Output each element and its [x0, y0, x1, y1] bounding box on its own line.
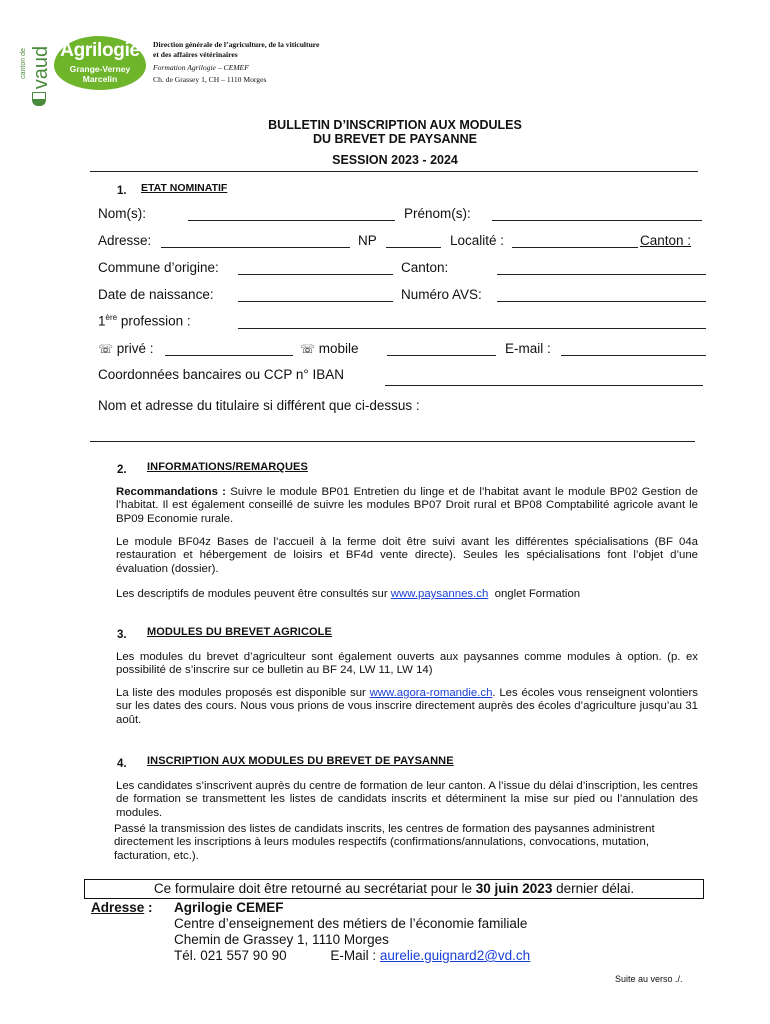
profession-label — [98, 313, 191, 329]
date-naissance-label: Date de naissance: — [98, 287, 214, 302]
section2-p2: Le module BF04z Bases de l’accueil à la ferme doit être suivi avant les différentes spécialisations (BF 04a restauration et hébergement de loisirs et BF4d vente directe). Seules les spécialisations font l’objet d’une évaluation (dossier). — [116, 536, 698, 575]
canton-label: Canton: — [401, 260, 449, 275]
session-title: SESSION 2023 - 2024 — [332, 153, 458, 167]
deadline-after: dernier délai. — [552, 881, 635, 896]
title-divider — [90, 171, 698, 172]
section2-title: INFORMATIONS/REMARQUES — [147, 461, 308, 473]
profession-suffix: profession : — [117, 313, 191, 329]
prenom-label: Prénom(s): — [404, 206, 471, 221]
section2-p3-after: onglet Formation — [488, 588, 581, 600]
address-name: Agrilogie CEMEF — [174, 900, 284, 915]
canton-field[interactable] — [497, 274, 706, 275]
paysannes-link[interactable]: www.paysannes.ch — [390, 588, 489, 600]
agora-link[interactable]: www.agora-romandie.ch — [369, 687, 493, 699]
address-label-text: Adresse — [91, 900, 145, 915]
address-tel: Tél. 021 557 90 90 — [174, 948, 287, 963]
page-title — [170, 118, 620, 167]
commune-label: Commune d’origine: — [98, 260, 219, 275]
org-line2: et des affaires vétérinaires — [153, 50, 238, 59]
section3-p2-after: . Les écoles vous renseignent volontiers sur les dates des cours. Nous vous prions de vous inscrire directement auprès des écoles d’agriculture jusqu’au 31 août. — [116, 687, 698, 726]
section3-title: MODULES DU BREVET AGRICOLE — [147, 626, 332, 638]
address-label — [91, 900, 153, 915]
phone-mobile-icon: ☏ — [300, 342, 316, 356]
email-field[interactable] — [561, 355, 706, 356]
title-line1: BULLETIN D’INSCRIPTION AUX MODULES — [268, 118, 522, 132]
section3-number: 3. — [117, 629, 127, 641]
section2-heading — [117, 460, 308, 478]
section1-heading — [117, 181, 228, 199]
adresse-field[interactable] — [161, 247, 350, 248]
email-label: E-mail : — [505, 341, 551, 356]
commune-field[interactable] — [238, 274, 393, 275]
avs-label: Numéro AVS: — [401, 287, 482, 302]
address-block — [174, 900, 530, 964]
titulaire-label: Nom et adresse du titulaire si différent que ci-dessus : — [98, 398, 420, 413]
phone-prive-icon: ☏ — [98, 342, 114, 356]
adresse-label: Adresse: — [98, 233, 152, 248]
canton-word-small: canton de — [19, 48, 27, 79]
section4-p2: Passé la transmission des listes de candidats inscrits, les centres de formation des paysannes administrent directement les inscriptions à leurs modules respectifs (confirmations/annulations, convocations, mutation, facturation, etc.). — [114, 823, 655, 862]
canton-vaud-logo — [19, 40, 53, 106]
section1-number: 1. — [117, 185, 127, 197]
avs-field[interactable] — [497, 301, 706, 302]
section2-number: 2. — [117, 464, 127, 476]
localite-field[interactable] — [512, 247, 638, 248]
logo-title: Agrilogie — [60, 40, 140, 61]
section1-title: ETAT NOMINATIF — [141, 182, 228, 194]
title-line2: DU BREVET DE PAYSANNE — [313, 132, 477, 146]
org-line4: Ch. de Grassey 1, CH – 1110 Morges — [153, 75, 267, 84]
address-colon: : — [144, 900, 153, 915]
section3-heading — [117, 625, 332, 643]
prive-text: privé : — [116, 341, 154, 356]
date-naissance-field[interactable] — [238, 301, 393, 302]
prive-field[interactable] — [165, 355, 293, 356]
canton-right-label: Canton : — [640, 233, 692, 248]
prenom-field[interactable] — [492, 220, 702, 221]
iban-label: Coordonnées bancaires ou CCP n° IBAN — [98, 367, 345, 382]
mobile-field[interactable] — [387, 355, 496, 356]
logo-sub2: Marcelin — [82, 74, 118, 84]
profession-prefix: 1 — [98, 313, 106, 329]
deadline-date: 30 juin 2023 — [475, 881, 553, 896]
section2-p3 — [116, 588, 698, 601]
address-contact — [174, 948, 530, 964]
logo-sub1: Grange-Verney — [69, 64, 131, 74]
prive-label — [98, 341, 154, 356]
mobile-text: mobile — [318, 341, 359, 356]
section2-p1 — [116, 486, 698, 526]
nom-label: Nom(s): — [98, 206, 146, 221]
canton-shield-icon — [32, 92, 46, 106]
section3-p1: Les modules du brevet d’agriculteur sont également ouverts aux paysannes comme modules à option. (p. ex possibilité de s’inscrire sur ce bulletin au BF 24, LW 11, LW 14) — [116, 651, 698, 677]
address-email-link[interactable]: aurelie.guignard2@vd.ch — [379, 948, 531, 963]
section3-p2-before: La liste des modules proposés est disponible sur — [116, 687, 370, 699]
section2-p1-text: Suivre le module BP01 Entretien du linge et de l’habitat avant le module BP02 Gestion de l’habitat. Il est également conseillé de suivre les modules BP07 Droit rural et BP08 Comptabilité agricole avant le BP09 Economie rurale. — [116, 486, 698, 525]
org-line3: Formation Agrilogie – CEMEF — [153, 63, 249, 72]
section4-heading — [117, 754, 454, 772]
org-header — [153, 40, 413, 85]
canton-word-big: vaud — [30, 45, 53, 90]
agrilogie-logo — [54, 36, 146, 90]
section2-p3-before: Les descriptifs de modules peuvent être consultés sur — [116, 588, 391, 600]
section4-title: INSCRIPTION AUX MODULES DU BREVET DE PAYSANNE — [147, 755, 454, 767]
recommandations-label: Recommandations : — [116, 486, 226, 498]
profession-sup: ère — [105, 313, 118, 322]
org-line1: Direction générale de l’agriculture, de la viticulture — [153, 40, 320, 49]
address-line2: Chemin de Grassey 1, 1110 Morges — [174, 932, 389, 947]
iban-field[interactable] — [385, 385, 703, 386]
deadline-before: Ce formulaire doit être retourné au secrétariat pour le — [153, 881, 476, 896]
profession-field[interactable] — [238, 328, 706, 329]
section4-number: 4. — [117, 758, 127, 770]
deadline-box — [84, 879, 704, 899]
mobile-label — [300, 341, 359, 356]
np-label: NP — [358, 233, 377, 248]
np-field[interactable] — [386, 247, 441, 248]
address-line1: Centre d’enseignement des métiers de l’économie familiale — [174, 916, 528, 931]
localite-label: Localité : — [450, 233, 505, 248]
section4-p1: Les candidates s’inscrivent auprès du centre de formation de leur canton. A l’issue du délai d’inscription, les centres de formation se transmettent les listes de candidats inscrits et déterminent la mise sur pied ou l’annulation des modules. — [116, 780, 698, 819]
nom-field[interactable] — [188, 220, 395, 221]
section3-p2 — [116, 687, 698, 727]
address-email-label: E-Mail : — [330, 948, 380, 963]
footer-note: Suite au verso ./. — [615, 974, 683, 984]
titulaire-field[interactable] — [90, 441, 695, 442]
